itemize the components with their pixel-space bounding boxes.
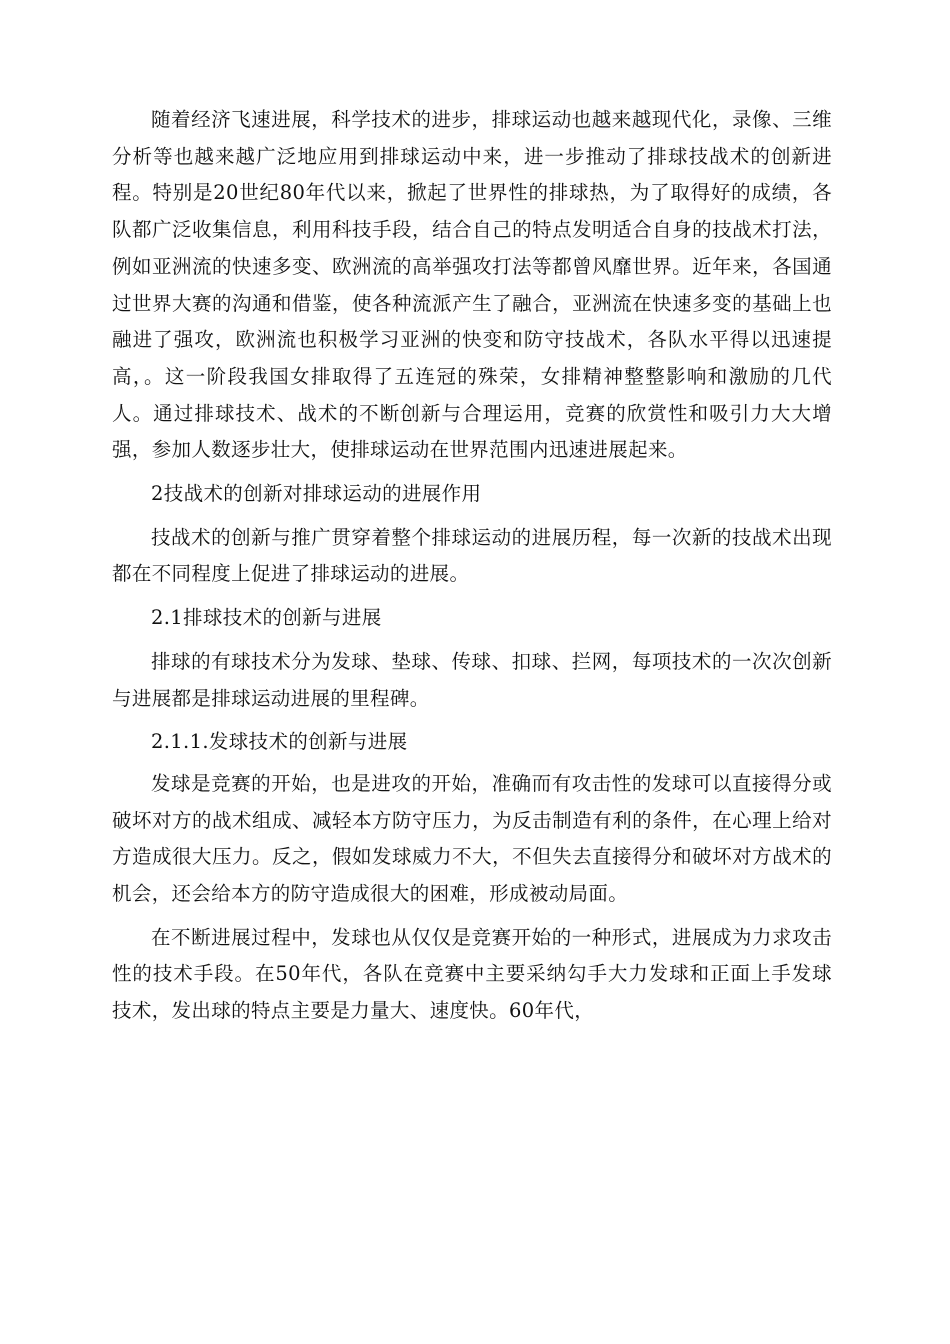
body-paragraph: 随着经济飞速进展，科学技术的进步，排球运动也越来越现代化，录像、三维分析等也越来越广泛地应用到排球运动中来，进一步推动了排球技战术的创新进程。特别是20世纪80年代以来，掀起了世界性的排球热，为了取得好的成绩，各队都广泛收集信息，利用科技手段，结合自己的特点发明适合自身的技战术打法，例如亚洲流的快速多变、欧洲流的高举强攻打法等都曾风靡世界。近年来，各国通过世界大赛的沟通和借鉴，使各种流派产生了融合，亚洲流在快速多变的基础上也融进了强攻，欧洲流也积极学习亚洲的快变和防守技战术，各队水平得以迅速提高，。这一阶段我国女排取得了五连冠的殊荣，女排精神整整影响和激励的几代人。通过排球技术、战术的不断创新与合理运用，竞赛的欣赏性和吸引力大大增强，参加人数逐步壮大，使排球运动在世界范围内迅速进展起来。	[112, 108, 832, 462]
body-paragraph: 在不断进展过程中，发球也从仅仅是竞赛开始的一种形式，进展成为力求攻击性的技术手段。在50年代，各队在竞赛中主要采纳勾手大力发球和正面上手发球技术，发出球的特点主要是力量大、速度快。60年代，	[112, 925, 832, 1023]
document-body	[112, 102, 832, 1030]
section-heading: 2.1排球技术的创新与进展	[151, 606, 382, 630]
section-heading: 2技战术的创新对排球运动的进展作用	[151, 482, 482, 506]
body-paragraph: 排球的有球技术分为发球、垫球、传球、扣球、拦网，每项技术的一次次创新与进展都是排球运动进展的里程碑。	[112, 649, 832, 710]
body-paragraph: 发球是竞赛的开始，也是进攻的开始，准确而有攻击性的发球可以直接得分或破坏对方的战术组成、减轻本方防守压力，为反击制造有利的条件，在心理上给对方造成很大压力。反之，假如发球威力不大，不但失去直接得分和破坏对方战术的机会，还会给本方的防守造成很大的困难，形成被动局面。	[112, 771, 832, 906]
section-heading: 2.1.1.发球技术的创新与进展	[151, 730, 408, 754]
body-paragraph: 技战术的创新与推广贯穿着整个排球运动的进展历程，每一次新的技战术出现都在不同程度上促进了排球运动的进展。	[112, 525, 832, 586]
